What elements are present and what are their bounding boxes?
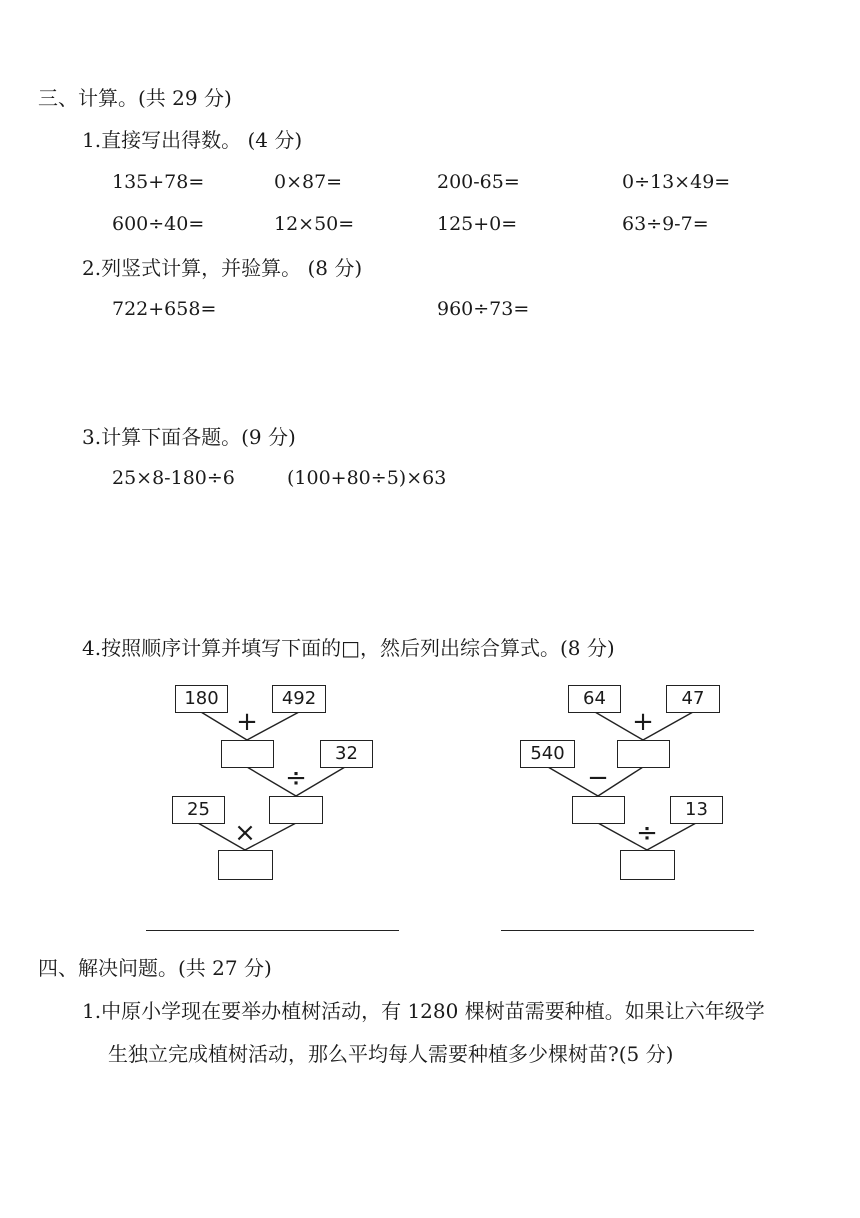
number-box: 13 bbox=[670, 796, 723, 824]
q1-problem: 200-65= bbox=[437, 171, 520, 193]
section4-title: 四、解决问题。(共 27 分) bbox=[38, 956, 272, 980]
q3-title: 3.计算下面各题。(9 分) bbox=[82, 425, 296, 449]
q1-problem: 0×87= bbox=[274, 171, 343, 193]
plus-operator: + bbox=[632, 707, 654, 737]
answer-line[interactable] bbox=[146, 930, 399, 931]
q2-problem: 960÷73= bbox=[437, 298, 530, 320]
answer-box[interactable] bbox=[620, 850, 675, 880]
answer-line[interactable] bbox=[501, 930, 754, 931]
answer-box[interactable] bbox=[572, 796, 625, 824]
multiply-operator: × bbox=[234, 818, 256, 848]
q1-problem: 63÷9-7= bbox=[622, 213, 709, 235]
minus-operator: − bbox=[587, 763, 609, 793]
q3-problem: (100+80÷5)×63 bbox=[287, 467, 447, 489]
q1-problem: 12×50= bbox=[274, 213, 355, 235]
problem-text-line: 1.中原小学现在要举办植树活动，有 1280 棵树苗需要种植。如果让六年级学 bbox=[82, 999, 765, 1023]
q1-problem: 125+0= bbox=[437, 213, 518, 235]
q4-title: 4.按照顺序计算并填写下面的□，然后列出综合算式。(8 分) bbox=[82, 636, 615, 660]
problem-text-line: 生独立完成植树活动，那么平均每人需要种植多少棵树苗?(5 分) bbox=[108, 1042, 674, 1066]
number-box: 492 bbox=[272, 685, 326, 713]
answer-box[interactable] bbox=[269, 796, 323, 824]
q1-problem: 600÷40= bbox=[112, 213, 205, 235]
q2-problem: 722+658= bbox=[112, 298, 217, 320]
section3-title: 三、计算。(共 29 分) bbox=[38, 86, 232, 110]
q2-title: 2.列竖式计算，并验算。 (8 分) bbox=[82, 256, 363, 280]
q3-problem: 25×8-180÷6 bbox=[112, 467, 235, 489]
number-box: 180 bbox=[175, 685, 228, 713]
number-box: 25 bbox=[172, 796, 225, 824]
plus-operator: + bbox=[236, 707, 258, 737]
answer-box[interactable] bbox=[221, 740, 274, 768]
q1-problem: 0÷13×49= bbox=[622, 171, 731, 193]
number-box: 47 bbox=[666, 685, 720, 713]
divide-operator: ÷ bbox=[636, 818, 658, 848]
answer-box[interactable] bbox=[617, 740, 670, 768]
divide-operator: ÷ bbox=[285, 763, 307, 793]
q1-problem: 135+78= bbox=[112, 171, 205, 193]
answer-box[interactable] bbox=[218, 850, 273, 880]
number-box: 64 bbox=[568, 685, 621, 713]
number-box: 32 bbox=[320, 740, 373, 768]
number-box: 540 bbox=[520, 740, 575, 768]
q1-title: 1.直接写出得数。 (4 分) bbox=[82, 128, 303, 152]
